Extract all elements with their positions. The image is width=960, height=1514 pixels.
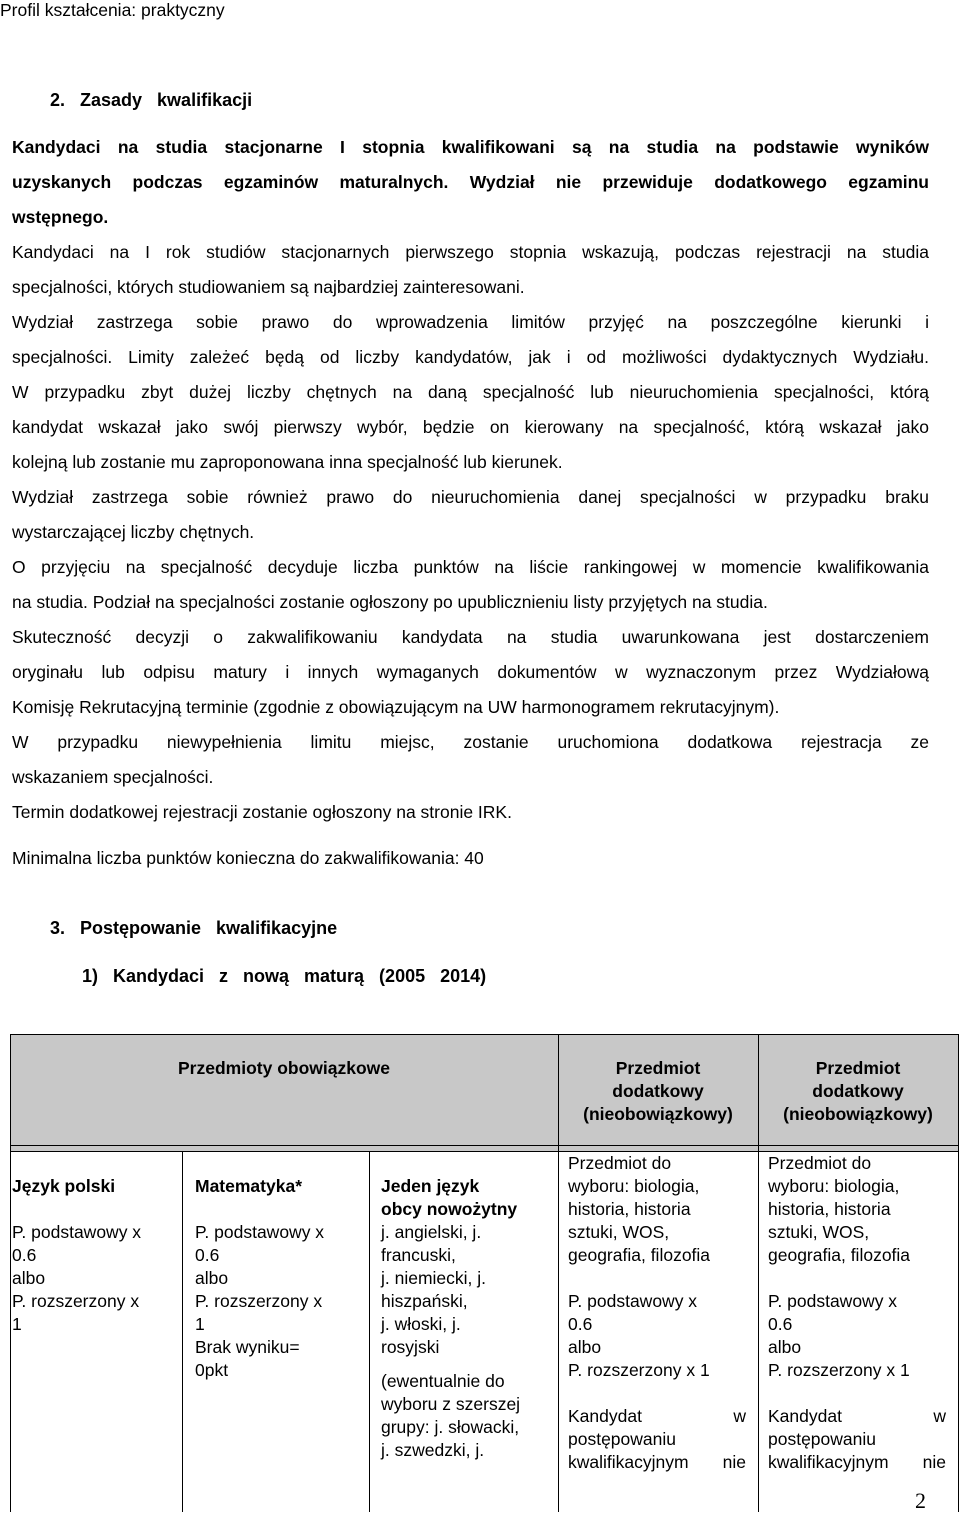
dod2-line: P. podstawowy x bbox=[768, 1291, 898, 1311]
body-line: Kandydaci na I rok studiów stacjonarnych pierwszego stopnia wskazują, podczas rejestracji na studia bbox=[12, 242, 929, 262]
obcy-extra: (ewentualnie do bbox=[381, 1371, 505, 1391]
polski-line: 0.6 bbox=[12, 1245, 37, 1265]
body-line: Wydział zastrzega sobie również prawo do nieuruchomienia danej specjalności w przypadku braku bbox=[12, 487, 929, 507]
dod2-line: 0.6 bbox=[768, 1314, 793, 1334]
obcy-line: j. angielski, j. bbox=[381, 1222, 482, 1242]
obcy-extra: wyboru z szerszej bbox=[381, 1394, 521, 1414]
dod1-line: historia, historia bbox=[568, 1199, 691, 1219]
mat-line: P. rozszerzony x bbox=[195, 1291, 323, 1311]
mat-line: Brak wyniku= bbox=[195, 1337, 300, 1357]
polski-line: 1 bbox=[12, 1314, 22, 1334]
dod1-line: postępowaniu bbox=[568, 1429, 676, 1449]
qualification-table bbox=[10, 1034, 960, 1512]
obcy-line: hiszpański, bbox=[381, 1291, 468, 1311]
dod1-line: geografia, filozofia bbox=[568, 1245, 711, 1265]
section-3-heading: 3. Postępowanie kwalifikacyjne bbox=[50, 918, 338, 938]
dod2-line: wyboru: biologia, bbox=[768, 1176, 900, 1196]
dod2-line: P. rozszerzony x 1 bbox=[768, 1360, 910, 1380]
dod2-line: albo bbox=[768, 1337, 802, 1357]
body-line: W przypadku niewypełnienia limitu miejsc, zostanie uruchomiona dodatkowa rejestracja ze bbox=[12, 732, 929, 752]
body-line: specjalności, których studiowaniem są najbardziej zainteresowani. bbox=[12, 277, 525, 297]
body-line: W przypadku zbyt dużej liczby chętnych na daną specjalność lub nieuruchomienia specjalności, którą bbox=[12, 382, 929, 402]
cell-polski bbox=[12, 1175, 172, 1336]
dod1-line: 0.6 bbox=[568, 1314, 593, 1334]
header-additional-2: Przedmiot dodatkowy (nieobowiązkowy) bbox=[783, 1058, 933, 1124]
intro-line-1: Kandydaci na studia stacjonarne I stopnia kwalifikowani są na studia na podstawie wyników bbox=[12, 137, 929, 157]
dod2-line: historia, historia bbox=[768, 1199, 891, 1219]
intro-line-2: uzyskanych podczas egzaminów maturalnych. Wydział nie przewiduje dodatkowego egzaminu bbox=[12, 172, 929, 192]
body-line: wystarczającej liczby chętnych. bbox=[12, 522, 255, 542]
intro-line-3: wstępnego. bbox=[12, 207, 109, 227]
dod1-line: P. rozszerzony x 1 bbox=[568, 1360, 710, 1380]
polski-line: albo bbox=[12, 1268, 46, 1288]
dod2-line: Przedmiot do bbox=[768, 1153, 872, 1173]
cell-dodatkowy-1 bbox=[568, 1152, 752, 1474]
mat-line: 0.6 bbox=[195, 1245, 220, 1265]
obcy-extra: grupy: j. słowacki, bbox=[381, 1417, 520, 1437]
dod2-line: kwalifikacyjnym nie bbox=[768, 1452, 946, 1472]
mat-title: Matematyka* bbox=[195, 1176, 302, 1196]
body-line: kolejną lub zostanie mu zaproponowana inna specjalność lub kierunek. bbox=[12, 452, 563, 472]
body-line: specjalności. Limity zależeć będą od liczby kandydatów, jak i od możliwości dydaktycznych Wydziału. bbox=[12, 347, 929, 367]
min-points: Minimalna liczba punktów konieczna do zakwalifikowania: 40 bbox=[12, 848, 484, 868]
body-line: na studia. Podział na specjalności zostanie ogłoszony po upublicznieniu listy przyjętych na studia. bbox=[12, 592, 768, 612]
body-line: Skuteczność decyzji o zakwalifikowaniu kandydata na studia uwarunkowana jest dostarczeniem bbox=[12, 627, 929, 647]
mat-line: 0pkt bbox=[195, 1360, 229, 1380]
dod1-line: kwalifikacyjnym nie bbox=[568, 1452, 746, 1472]
body-line: Komisję Rekrutacyjną terminie (zgodnie z obowiązującym na UW harmonogramem rekrutacyjnym). bbox=[12, 697, 780, 717]
cell-dodatkowy-2 bbox=[768, 1152, 952, 1474]
polski-line: P. podstawowy x bbox=[12, 1222, 142, 1242]
body-line: wskazaniem specjalności. bbox=[12, 767, 214, 787]
profile-label: Profil kształcenia: praktyczny bbox=[0, 0, 225, 20]
obcy-extra: j. szwedzki, j. bbox=[381, 1440, 485, 1460]
dod1-line: wyboru: biologia, bbox=[568, 1176, 700, 1196]
dod2-line: Kandydat w bbox=[768, 1406, 946, 1426]
body-line: Termin dodatkowej rejestracji zostanie ogłoszony na stronie IRK. bbox=[12, 802, 512, 822]
obcy-title: Jeden język obcy nowożytny bbox=[381, 1176, 518, 1219]
cell-matematyka bbox=[195, 1175, 355, 1382]
header-additional-1: Przedmiot dodatkowy (nieobowiązkowy) bbox=[583, 1058, 733, 1124]
dod2-line: geografia, filozofia bbox=[768, 1245, 911, 1265]
obcy-line: j. włoski, j. bbox=[381, 1314, 461, 1334]
body-line: Wydział zastrzega sobie prawo do wprowadzenia limitów przyjęć na poszczególne kierunki i bbox=[12, 312, 929, 332]
body-line: kandydat wskazał jako swój pierwszy wybór, będzie on kierowany na specjalność, którą wskazał jako bbox=[12, 417, 929, 437]
dod1-line: albo bbox=[568, 1337, 602, 1357]
mat-line: P. podstawowy x bbox=[195, 1222, 325, 1242]
mat-line: 1 bbox=[195, 1314, 205, 1334]
dod1-line: Kandydat w bbox=[568, 1406, 746, 1426]
cell-jezyk-obcy bbox=[381, 1175, 553, 1462]
obcy-line: francuski, bbox=[381, 1245, 456, 1265]
dod1-line: Przedmiot do bbox=[568, 1153, 672, 1173]
section-2-heading: 2. Zasady kwalifikacji bbox=[50, 90, 253, 110]
dod1-line: sztuki, WOS, bbox=[568, 1222, 670, 1242]
body-line: oryginału lub odpisu matury i innych wymaganych dokumentów w wyznaczonym przez Wydziałową bbox=[12, 662, 929, 682]
dod2-line: postępowaniu bbox=[768, 1429, 876, 1449]
polski-line: P. rozszerzony x bbox=[12, 1291, 140, 1311]
page-number: 2 bbox=[915, 1488, 926, 1513]
header-mandatory: Przedmioty obowiązkowe bbox=[178, 1058, 390, 1078]
body-line: O przyjęciu na specjalność decyduje liczba punktów na liście rankingowej w momencie kwalifikowania bbox=[12, 557, 929, 577]
obcy-line: j. niemiecki, j. bbox=[381, 1268, 487, 1288]
polski-title: Język polski bbox=[12, 1176, 116, 1196]
obcy-line: rosyjski bbox=[381, 1337, 440, 1357]
mat-line: albo bbox=[195, 1268, 229, 1288]
dod1-line: P. podstawowy x bbox=[568, 1291, 698, 1311]
dod2-line: sztuki, WOS, bbox=[768, 1222, 870, 1242]
section-3-subheading: 1) Kandydaci z nową maturą (2005 2014) bbox=[82, 966, 487, 986]
